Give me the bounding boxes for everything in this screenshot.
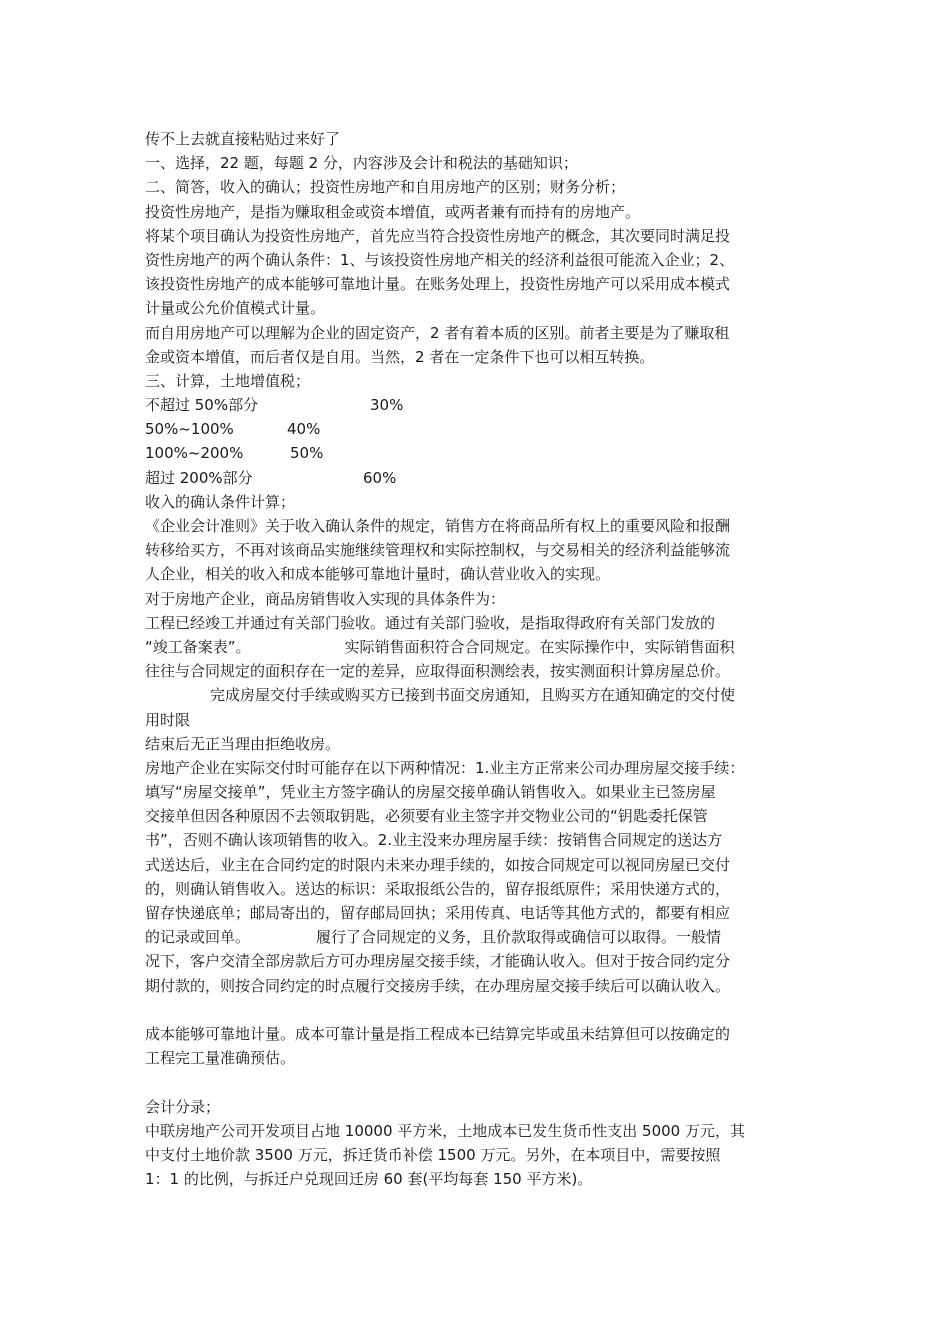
text-line: 结束后无正当理由拒绝收房。 — [145, 734, 341, 753]
text-line: 人企业，相关的收入和成本能够可靠地计量时，确认营业收入的实现。 — [145, 565, 611, 584]
tax-range: 100%~200% — [145, 444, 244, 463]
text-line: 投资性房地产，是指为赚取租金或资本增值，或两者兼有而持有的房地产。 — [145, 202, 641, 221]
text-line: 传不上去就直接粘贴过来好了 — [145, 130, 341, 148]
text-line: 三、计算，土地增值税； — [145, 371, 311, 390]
tax-rate-row — [145, 417, 813, 441]
indented-line: 完成房屋交付手续或购买方已接到书面交房通知，且购买方在通知确定的交付使 — [210, 686, 736, 705]
text-line: 中支付土地价款 3500 万元，拆迁货币补偿 1500 万元。另外，在本项目中，需要按照 — [145, 1145, 721, 1164]
text-line: 计量或公允价值模式计量。 — [145, 299, 326, 318]
text-line: 《企业会计准则》关于收入确认条件的规定，销售方在将商品所有权上的重要风险和报酬 — [145, 517, 731, 535]
text-line: 况下，客户交清全部房款后方可办理房屋交接手续，才能确认收入。但对于按合同约定分 — [145, 952, 731, 971]
text-line — [145, 925, 813, 949]
document-page — [145, 127, 813, 1191]
text-line: 工程已经竣工并通过有关部门验收。通过有关部门验收，是指取得政府有关部门发放的 — [145, 613, 716, 632]
text-line: 将某个项目确认为投资性房地产，首先应当符合投资性房地产的概念，其次要同时满足投 — [145, 226, 731, 245]
text-line: 金或资本增值，而后者仅是自用。当然，2 者在一定条件下也可以相互转换。 — [145, 347, 655, 366]
text-line: 的，则确认销售收入。送达的标识：采取报纸公告的，留存报纸原件；采用快递方式的， — [145, 879, 731, 898]
text-line: 式送达后，业主在合同约定的时限内未来办理手续的，如按合同规定可以视同房屋已交付 — [145, 855, 731, 874]
blank-line — [145, 1070, 813, 1094]
text-line: 往往与合同规定的面积存在一定的差异，应取得面积测绘表，按实测面积计算房屋总价。 — [145, 662, 731, 681]
tax-rate: 30% — [370, 396, 404, 415]
text-line: 工程完工量准确预估。 — [145, 1049, 296, 1068]
text-segment: 的记录或回单。 — [145, 928, 251, 947]
text-segment: 实际销售面积符合合同规定。在实际操作中，实际销售面积 — [344, 637, 735, 656]
blank-line — [145, 998, 813, 1022]
tax-rate: 60% — [363, 468, 397, 487]
text-line: 房地产企业在实际交付时可能存在以下两种情况：1.业主方正常来公司办理房屋交接手续： — [145, 758, 745, 777]
text-line: 收入的确认条件计算； — [145, 492, 296, 511]
text-line: 期付款的，则按合同约定的时点履行交接房手续，在办理房屋交接手续后可以确认收入。 — [145, 976, 731, 995]
tax-range: 超过 200%部分 — [145, 468, 253, 487]
text-line: 对于房地产企业，商品房销售收入实现的具体条件为： — [145, 589, 506, 608]
text-line: 成本能够可靠地计量。成本可靠计量是指工程成本已结算完毕或虽未结算但可以按确定的 — [145, 1024, 731, 1043]
text-line: 一、选择，22 题，每题 2 分，内容涉及会计和税法的基础知识； — [145, 154, 578, 173]
text-line: 填写“房屋交接单”，凭业主方签字确认的房屋交接单确认销售收入。如果业主已签房屋 — [145, 783, 716, 802]
text-line: 该投资性房地产的成本能够可靠地计量。在账务处理上，投资性房地产可以采用成本模式 — [145, 275, 731, 294]
text-segment: “竣工备案表”。 — [145, 637, 251, 656]
text-line: 留存快递底单；邮局寄出的，留存邮局回执；采用传真、电话等其他方式的，都要有相应 — [145, 904, 731, 922]
text-line: 二、简答，收入的确认；投资性房地产和自用房地产的区别；财务分析； — [145, 178, 626, 197]
tax-rate: 40% — [287, 420, 321, 439]
tax-range: 50%~100% — [145, 420, 234, 439]
tax-rate: 50% — [290, 444, 324, 463]
text-line: 转移给买方，不再对该商品实施继续管理权和实际控制权，与交易相关的经济利益能够流 — [145, 541, 731, 560]
tax-rate-row — [145, 393, 813, 417]
text-line — [145, 635, 813, 659]
text-line: 交接单但因各种原因不去领取钥匙，必须要有业主签字并交物业公司的“钥匙委托保管 — [145, 807, 708, 826]
text-segment: 履行了合同规定的义务，且价款取得或确信可以取得。一般情 — [316, 928, 722, 947]
tax-rate-row — [145, 466, 813, 490]
text-line: 用时限 — [145, 710, 191, 729]
text-line: 书”，否则不确认该项销售的收入。2.业主没来办理房屋手续：按销售合同规定的送达方 — [145, 831, 723, 850]
text-line: 1：1 的比例，与拆迁户兑现回迁房 60 套(平均每套 150 平方米)。 — [145, 1170, 593, 1189]
text-line: 而自用房地产可以理解为企业的固定资产，2 者有着本质的区别。前者主要是为了赚取租 — [145, 323, 730, 342]
text-line: 资性房地产的两个确认条件：1、与该投资性房地产相关的经济利益很可能流入企业；2、 — [145, 250, 735, 269]
tax-range: 不超过 50%部分 — [145, 396, 259, 415]
text-line: 中联房地产公司开发项目占地 10000 平方米，土地成本已发生货币性支出 5000 万元，其 — [145, 1121, 745, 1140]
text-line: 会计分录； — [145, 1097, 221, 1116]
tax-rate-row — [145, 441, 813, 465]
